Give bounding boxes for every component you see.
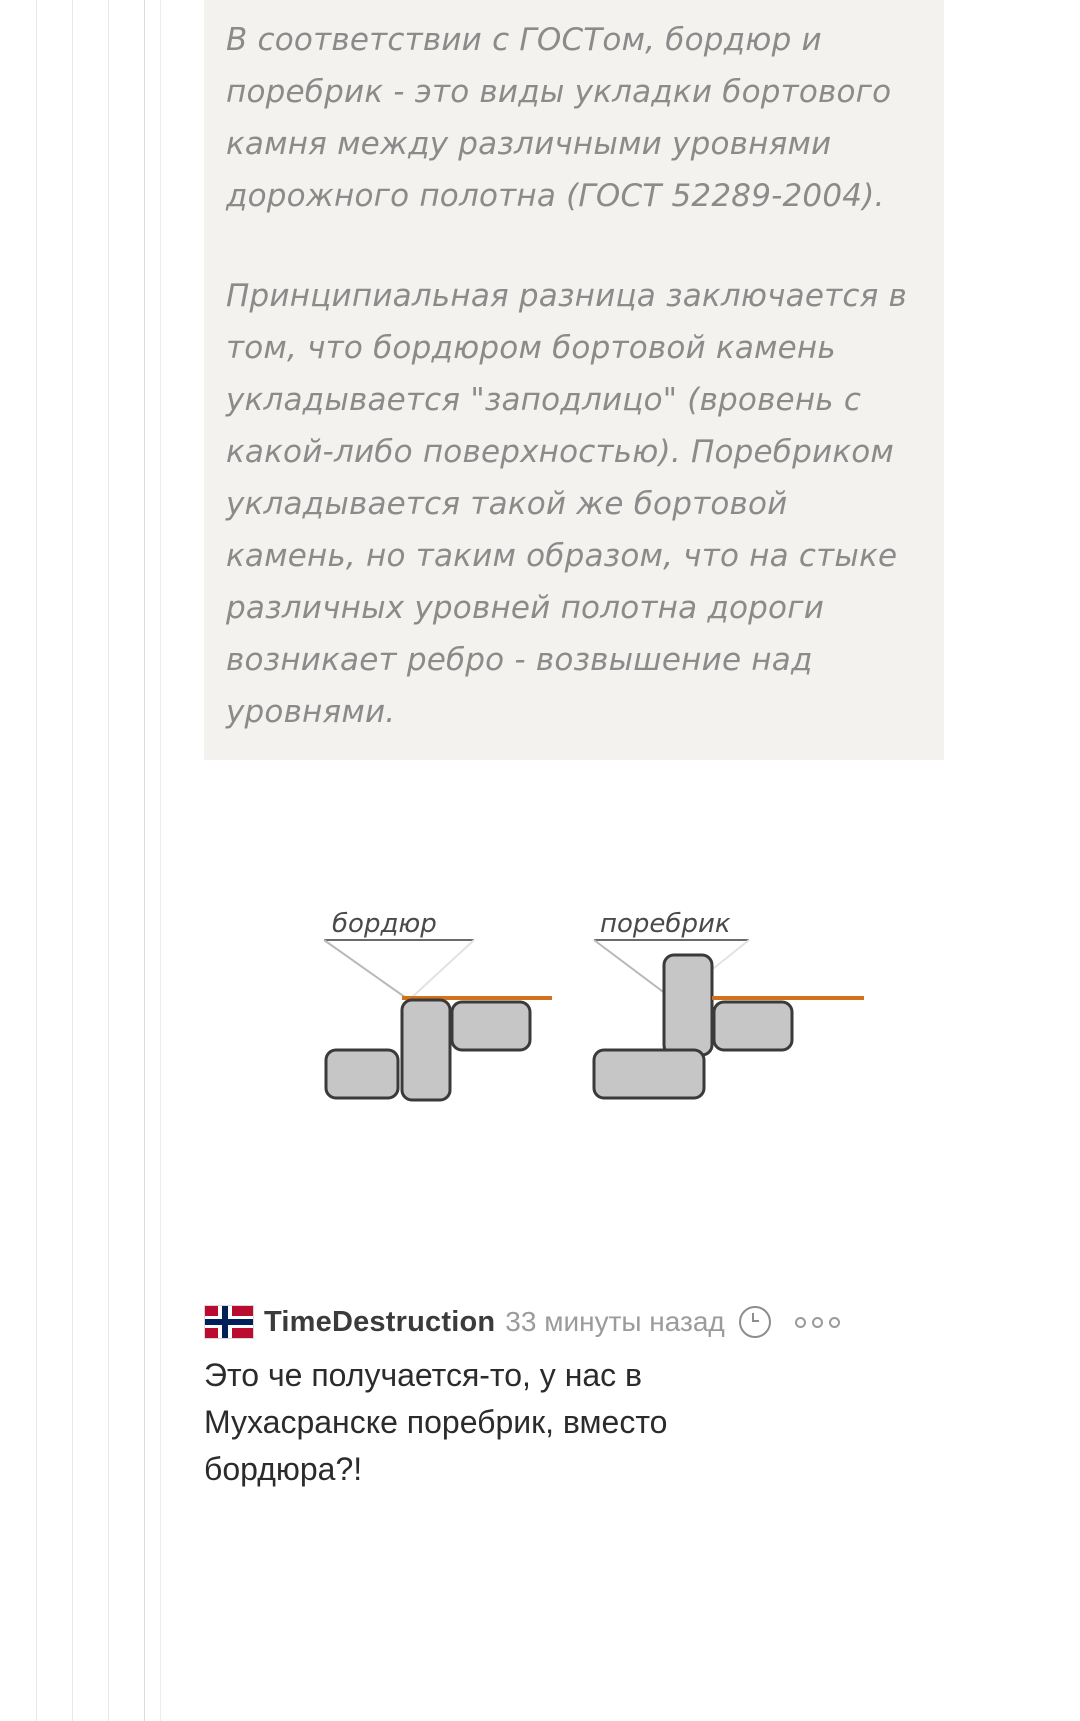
curb-diagram-svg xyxy=(204,860,944,1160)
thread-line xyxy=(160,0,161,1721)
diagram-label-left: бордюр xyxy=(332,909,437,939)
comment-header xyxy=(204,1300,1004,1344)
comment-author[interactable]: TimeDestruction xyxy=(264,1305,496,1338)
quote-paragraph-1: В соответствии с ГОСТом, бордюр и поребрик - это виды укладки бортового камня между различными уровнями дорожного полотна (ГОСТ 52289-2004). xyxy=(226,22,892,214)
thread-line xyxy=(108,0,109,1721)
comment-timestamp: 33 минуты назад xyxy=(505,1306,725,1337)
more-options-icon[interactable] xyxy=(795,1317,840,1328)
thread-line xyxy=(36,0,37,1721)
thread-indent-guides xyxy=(0,0,210,1721)
norway-flag-icon xyxy=(204,1305,254,1339)
diagram-label-right: поребрик xyxy=(600,909,731,939)
quote-block xyxy=(204,0,944,760)
comment xyxy=(204,1300,1004,1493)
comment-text: Это че получается-то, у нас в Мухасранске поребрик, вместо бордюра?! xyxy=(204,1357,668,1487)
thread-line xyxy=(72,0,73,1721)
clock-icon xyxy=(739,1306,771,1338)
thread-line xyxy=(144,0,145,1721)
curb-diagram[interactable] xyxy=(204,860,944,1160)
quote-paragraph-2: Принципиальная разница заключается в том, что бордюром бортовой камень укладывается "заподлицо" (вровень с какой-либо поверхностью). Поребриком укладывается такой же бортовой камень, но таким образом, что на стыке различных уровней полотна дороги возникает ребро - возвышение над уровнями. xyxy=(226,278,908,730)
